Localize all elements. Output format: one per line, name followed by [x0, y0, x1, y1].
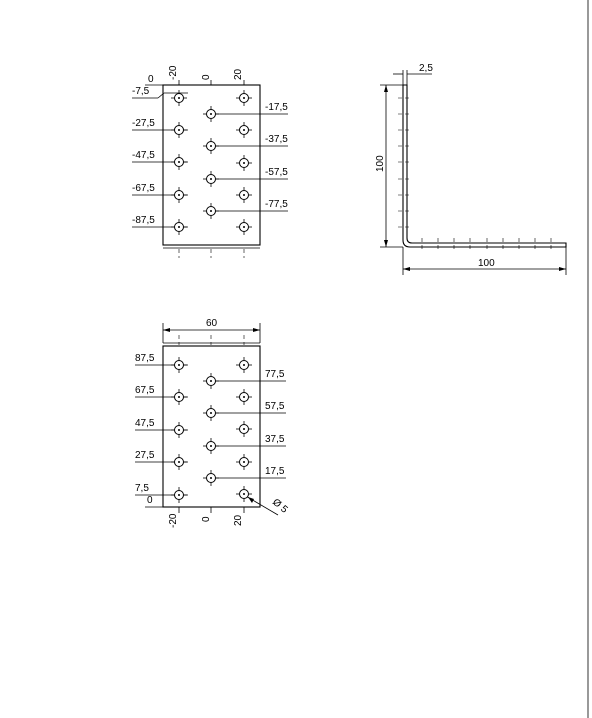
arrowhead [559, 267, 566, 271]
hole [203, 171, 219, 187]
hole [171, 389, 187, 405]
top-right-label: -57,5 [265, 167, 288, 178]
arrowhead [384, 240, 388, 247]
hole [236, 389, 252, 405]
top-right-label: -17,5 [265, 102, 288, 113]
bottom-left-label-origin: 0 [147, 495, 153, 506]
hole [236, 454, 252, 470]
bottom-right-label: 17,5 [265, 466, 285, 477]
bottom-label-minus20: -20 [168, 513, 179, 528]
hole [236, 219, 252, 235]
bottom-label-0: 0 [201, 516, 212, 522]
height-label: 100 [375, 155, 386, 172]
hole [171, 422, 187, 438]
top-left-label: -47,5 [132, 150, 155, 161]
hole [236, 486, 252, 502]
top-left-label: -67,5 [132, 183, 155, 194]
diameter-label: Ø 5 [270, 496, 290, 516]
bottom-label-20: 20 [233, 514, 244, 526]
top-right-label: -77,5 [265, 199, 288, 210]
top-label-0-vertical-origin: 0 [148, 74, 154, 85]
hole [171, 357, 187, 373]
width-label: 100 [478, 258, 495, 269]
hole [171, 219, 187, 235]
hole [171, 487, 187, 503]
hole [236, 155, 252, 171]
side-view-angle-profile [380, 70, 566, 275]
bottom-left-label: 67,5 [135, 385, 155, 396]
bottom-left-label: 27,5 [135, 450, 155, 461]
hole [171, 154, 187, 170]
hole [203, 203, 219, 219]
arrowhead [403, 267, 410, 271]
bottom-width-label: 60 [206, 318, 218, 329]
top-label-20: 20 [233, 68, 244, 80]
hole [236, 357, 252, 373]
top-left-label: -7,5 [132, 86, 150, 97]
thickness-label: 2,5 [419, 63, 433, 74]
hole [203, 438, 219, 454]
hole [236, 421, 252, 437]
hole [203, 405, 219, 421]
hole [171, 122, 187, 138]
bottom-left-label: 47,5 [135, 418, 155, 429]
hole [171, 187, 187, 203]
top-right-label: -37,5 [265, 134, 288, 145]
top-left-label: -87,5 [132, 215, 155, 226]
hole [203, 470, 219, 486]
bottom-left-label: 87,5 [135, 353, 155, 364]
hole [236, 187, 252, 203]
hole [236, 122, 252, 138]
top-label-0: 0 [201, 74, 212, 80]
bottom-right-label: 37,5 [265, 434, 285, 445]
arrowhead [248, 497, 254, 503]
bottom-right-label: 57,5 [265, 401, 285, 412]
arrowhead [163, 328, 170, 332]
top-label-minus20: -20 [168, 65, 179, 80]
hole [171, 454, 187, 470]
bottom-view-plate [163, 323, 278, 515]
hole [203, 106, 219, 122]
bottom-right-label: 77,5 [265, 369, 285, 380]
arrowhead [253, 328, 260, 332]
hole [203, 373, 219, 389]
top-left-label: -27,5 [132, 118, 155, 129]
angle-profile-outline [403, 85, 566, 247]
arrowhead [384, 85, 388, 92]
hole [203, 138, 219, 154]
bottom-left-label: 7,5 [135, 483, 149, 494]
hole [236, 90, 252, 106]
hole [171, 90, 187, 106]
